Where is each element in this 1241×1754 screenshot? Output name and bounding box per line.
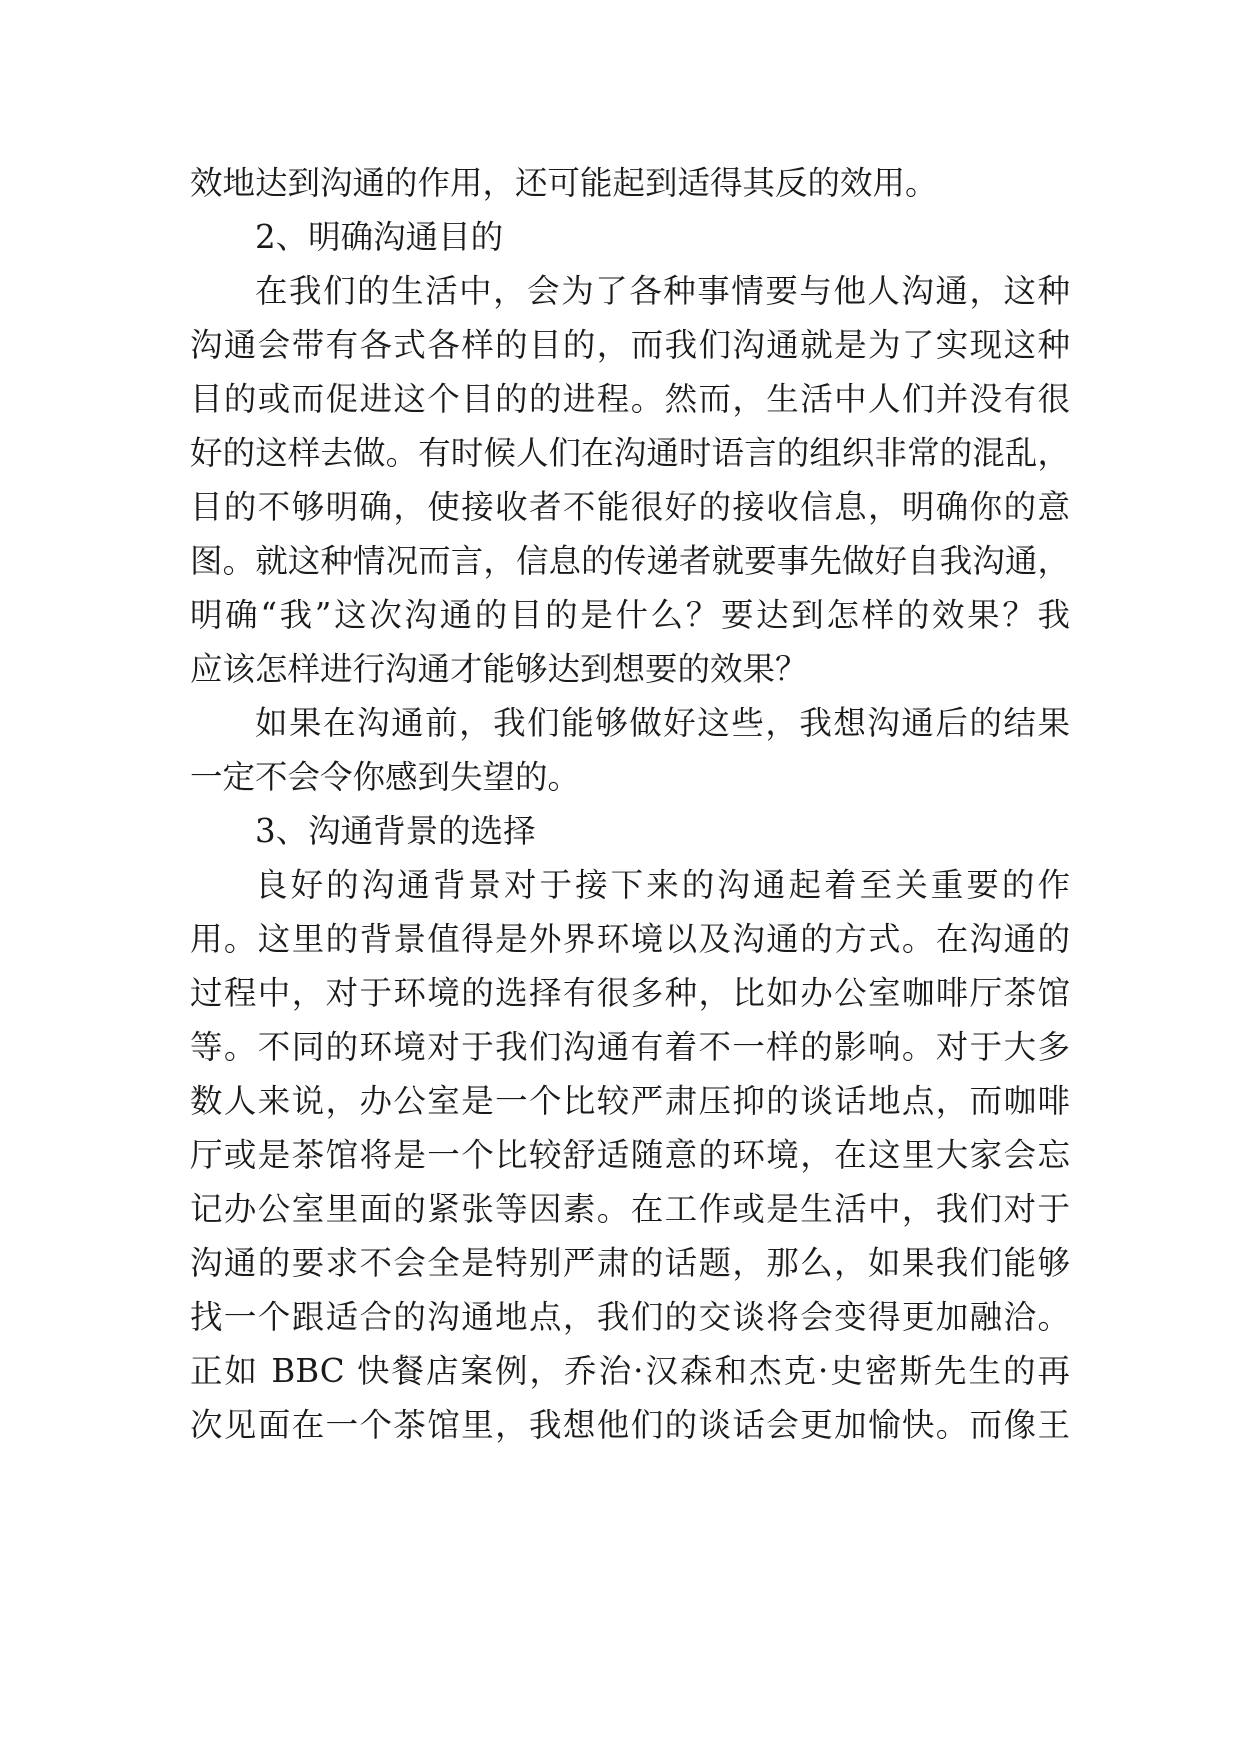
text-line: 等。不同的环境对于我们沟通有着不一样的影响。对于大多 [190,1028,1070,1066]
text-line: 数人来说，办公室是一个比较严肃压抑的谈话地点，而咖啡 [190,1082,1070,1120]
text-line: 一定不会令你感到失望的。 [190,758,581,796]
text-line: 目的不够明确，使接收者不能很好的接收信息，明确你的意 [190,488,1070,526]
text-line: 目的或而促进这个目的的进程。然而，生活中人们并没有很 [190,380,1070,418]
text-line: 如果在沟通前，我们能够做好这些，我想沟通后的结果 [255,704,1070,742]
text-line: 过程中，对于环境的选择有很多种，比如办公室咖啡厅茶馆 [190,974,1070,1012]
text-line: 良好的沟通背景对于接下来的沟通起着至关重要的作 [255,866,1070,904]
text-line: 应该怎样进行沟通才能够达到想要的效果？ [190,650,808,688]
text-line: 好的这样去做。有时候人们在沟通时语言的组织非常的混乱， [190,434,1070,472]
text-line: 图。就这种情况而言，信息的传递者就要事先做好自我沟通， [190,542,1070,580]
text-line: 在我们的生活中，会为了各种事情要与他人沟通，这种 [255,272,1070,310]
text-line: 沟通会带有各式各样的目的，而我们沟通就是为了实现这种 [190,326,1070,364]
text-line: 记办公室里面的紧张等因素。在工作或是生活中，我们对于 [190,1190,1070,1228]
text-line: 正如 BBC 快餐店案例，乔治·汉森和杰克·史密斯先生的再 [190,1352,1070,1390]
section-heading: 2、明确沟通目的 [255,218,504,256]
text-line: 明确“我”这次沟通的目的是什么？要达到怎样的效果？我 [190,596,1070,634]
text-line: 厅或是茶馆将是一个比较舒适随意的环境，在这里大家会忘 [190,1136,1070,1174]
text-line: 效地达到沟通的作用，还可能起到适得其反的效用。 [190,164,938,202]
text-line: 沟通的要求不会全是特别严肃的话题，那么，如果我们能够 [190,1244,1070,1282]
text-line: 用。这里的背景值得是外界环境以及沟通的方式。在沟通的 [190,920,1070,958]
section-heading: 3、沟通背景的选择 [255,812,536,850]
text-line: 找一个跟适合的沟通地点，我们的交谈将会变得更加融洽。 [190,1298,1070,1336]
text-line: 次见面在一个茶馆里，我想他们的谈话会更加愉快。而像王 [190,1406,1070,1444]
